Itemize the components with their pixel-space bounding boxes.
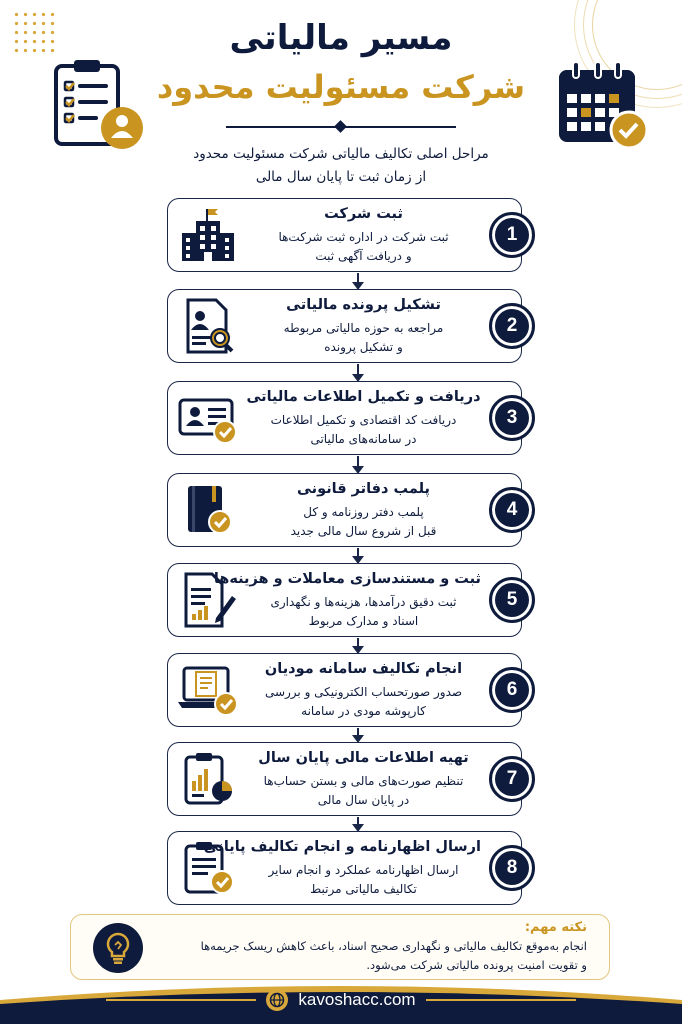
step-desc-line: صدور صورتحساب الکترونیکی و بررسی xyxy=(264,685,463,699)
step-desc-line: اسناد و مدارک مربوط xyxy=(308,614,419,628)
step-connector-arrow xyxy=(357,638,359,652)
step-desc-line: تنظیم صورت‌های مالی و بستن حساب‌ها xyxy=(263,774,464,788)
clipboard-chart-icon xyxy=(168,743,248,815)
subtitle-line-1: مراحل اصلی تکالیف مالیاتی شرکت مسئولیت محدود xyxy=(193,146,489,162)
step-desc-line: و دریافت آگهی ثبت xyxy=(315,249,412,263)
page-title-highlight: شرکت مسئولیت محدود xyxy=(156,68,526,106)
step-number-badge xyxy=(489,303,535,349)
step-card-5 xyxy=(167,563,522,637)
step-description xyxy=(246,228,481,266)
step-card-7 xyxy=(167,742,522,816)
step-desc-line: تکالیف مالیاتی مرتبط xyxy=(310,882,417,896)
note-text xyxy=(157,937,587,975)
step-number: 5 xyxy=(506,589,518,610)
step-desc-line: کارپوشه مودی در سامانه xyxy=(301,704,426,718)
step-number: 2 xyxy=(506,315,518,336)
step-desc-line: و تشکیل پرونده xyxy=(324,340,403,354)
step-title: تهیه اطلاعات مالی پایان سال xyxy=(258,750,469,766)
step-card-2 xyxy=(167,289,522,363)
important-note-box xyxy=(70,914,610,980)
step-desc-line: قبل از شروع سال مالی جدید xyxy=(290,524,437,538)
step-connector-arrow xyxy=(357,273,359,288)
step-desc-line: دریافت کد اقتصادی و تکمیل اطلاعات xyxy=(270,413,457,427)
step-card-8 xyxy=(167,831,522,905)
step-number-badge xyxy=(489,487,535,533)
step-number-badge xyxy=(489,577,535,623)
id-card-check-icon xyxy=(168,382,248,454)
step-number: 7 xyxy=(506,768,518,789)
website-link[interactable]: kavoshacc.com xyxy=(298,990,416,1009)
step-title: پلمب دفاتر قانونی xyxy=(297,481,430,497)
step-description xyxy=(246,503,481,541)
step-connector-arrow xyxy=(357,817,359,830)
page-title: مسیر مالیاتی xyxy=(229,18,453,58)
lightbulb-icon xyxy=(93,923,143,973)
step-number: 3 xyxy=(506,407,518,428)
step-card-4 xyxy=(167,473,522,547)
step-connector-arrow xyxy=(357,456,359,472)
step-desc-line: ثبت شرکت در اداره ثبت شرکت‌ها xyxy=(278,230,449,244)
step-title: ثبت و مستندسازی معاملات و هزینه‌ها xyxy=(213,571,481,587)
step-title: ارسال اظهارنامه و انجام تکالیف پایانی xyxy=(203,839,481,855)
step-desc-line: مراجعه به حوزه مالیاتی مربوطه xyxy=(283,321,444,335)
step-title: تشکیل پرونده مالیاتی xyxy=(286,297,441,313)
step-card-3 xyxy=(167,381,522,455)
profile-document-search-icon xyxy=(168,290,248,362)
note-text-line: و تقویت امنیت پرونده مالیاتی شرکت می‌شود. xyxy=(366,958,587,972)
step-desc-line: پلمب دفتر روزنامه و کل xyxy=(303,505,424,519)
step-number-badge xyxy=(489,756,535,802)
step-connector-arrow xyxy=(357,364,359,380)
step-description xyxy=(246,319,481,357)
footer-divider-right xyxy=(426,999,576,1001)
laptop-invoice-check-icon xyxy=(168,654,248,726)
step-number: 4 xyxy=(506,499,518,520)
subtitle-line-2: از زمان ثبت تا پایان سال مالی xyxy=(255,169,427,185)
step-number: 8 xyxy=(506,857,518,878)
ledger-book-check-icon xyxy=(168,474,248,546)
note-title: نکته مهم: xyxy=(524,920,587,935)
step-number: 6 xyxy=(506,679,518,700)
step-desc-line: در سامانه‌های مالیاتی xyxy=(310,432,417,446)
step-description xyxy=(246,861,481,899)
step-title: دریافت و تکمیل اطلاعات مالیاتی xyxy=(246,389,481,405)
step-title: ثبت شرکت xyxy=(324,206,403,222)
globe-icon xyxy=(266,989,288,1011)
divider-diamond xyxy=(334,120,347,133)
step-description xyxy=(246,411,481,449)
step-desc-line: ثبت دقیق درآمدها، هزینه‌ها و نگهداری xyxy=(270,595,457,609)
step-card-1 xyxy=(167,198,522,272)
step-number-badge xyxy=(489,212,535,258)
step-desc-line: در پایان سال مالی xyxy=(317,793,410,807)
step-title: انجام تکالیف سامانه مودیان xyxy=(264,661,463,677)
step-description xyxy=(246,593,481,631)
footer-divider-left xyxy=(106,999,256,1001)
page-subtitle xyxy=(140,143,542,189)
footer xyxy=(0,986,682,1014)
step-number-badge xyxy=(489,667,535,713)
step-number-badge xyxy=(489,845,535,891)
step-number-badge xyxy=(489,395,535,441)
step-card-6 xyxy=(167,653,522,727)
building-icon xyxy=(168,199,248,271)
step-description xyxy=(246,683,481,721)
step-number: 1 xyxy=(506,224,518,245)
step-connector-arrow xyxy=(357,548,359,562)
step-connector-arrow xyxy=(357,728,359,741)
note-text-line: انجام به‌موقع تکالیف مالیاتی و نگهداری صحیح اسناد، باعث کاهش ریسک جریمه‌ها xyxy=(200,939,587,953)
step-desc-line: ارسال اظهارنامه عملکرد و انجام سایر xyxy=(268,863,459,877)
step-description xyxy=(246,772,481,810)
